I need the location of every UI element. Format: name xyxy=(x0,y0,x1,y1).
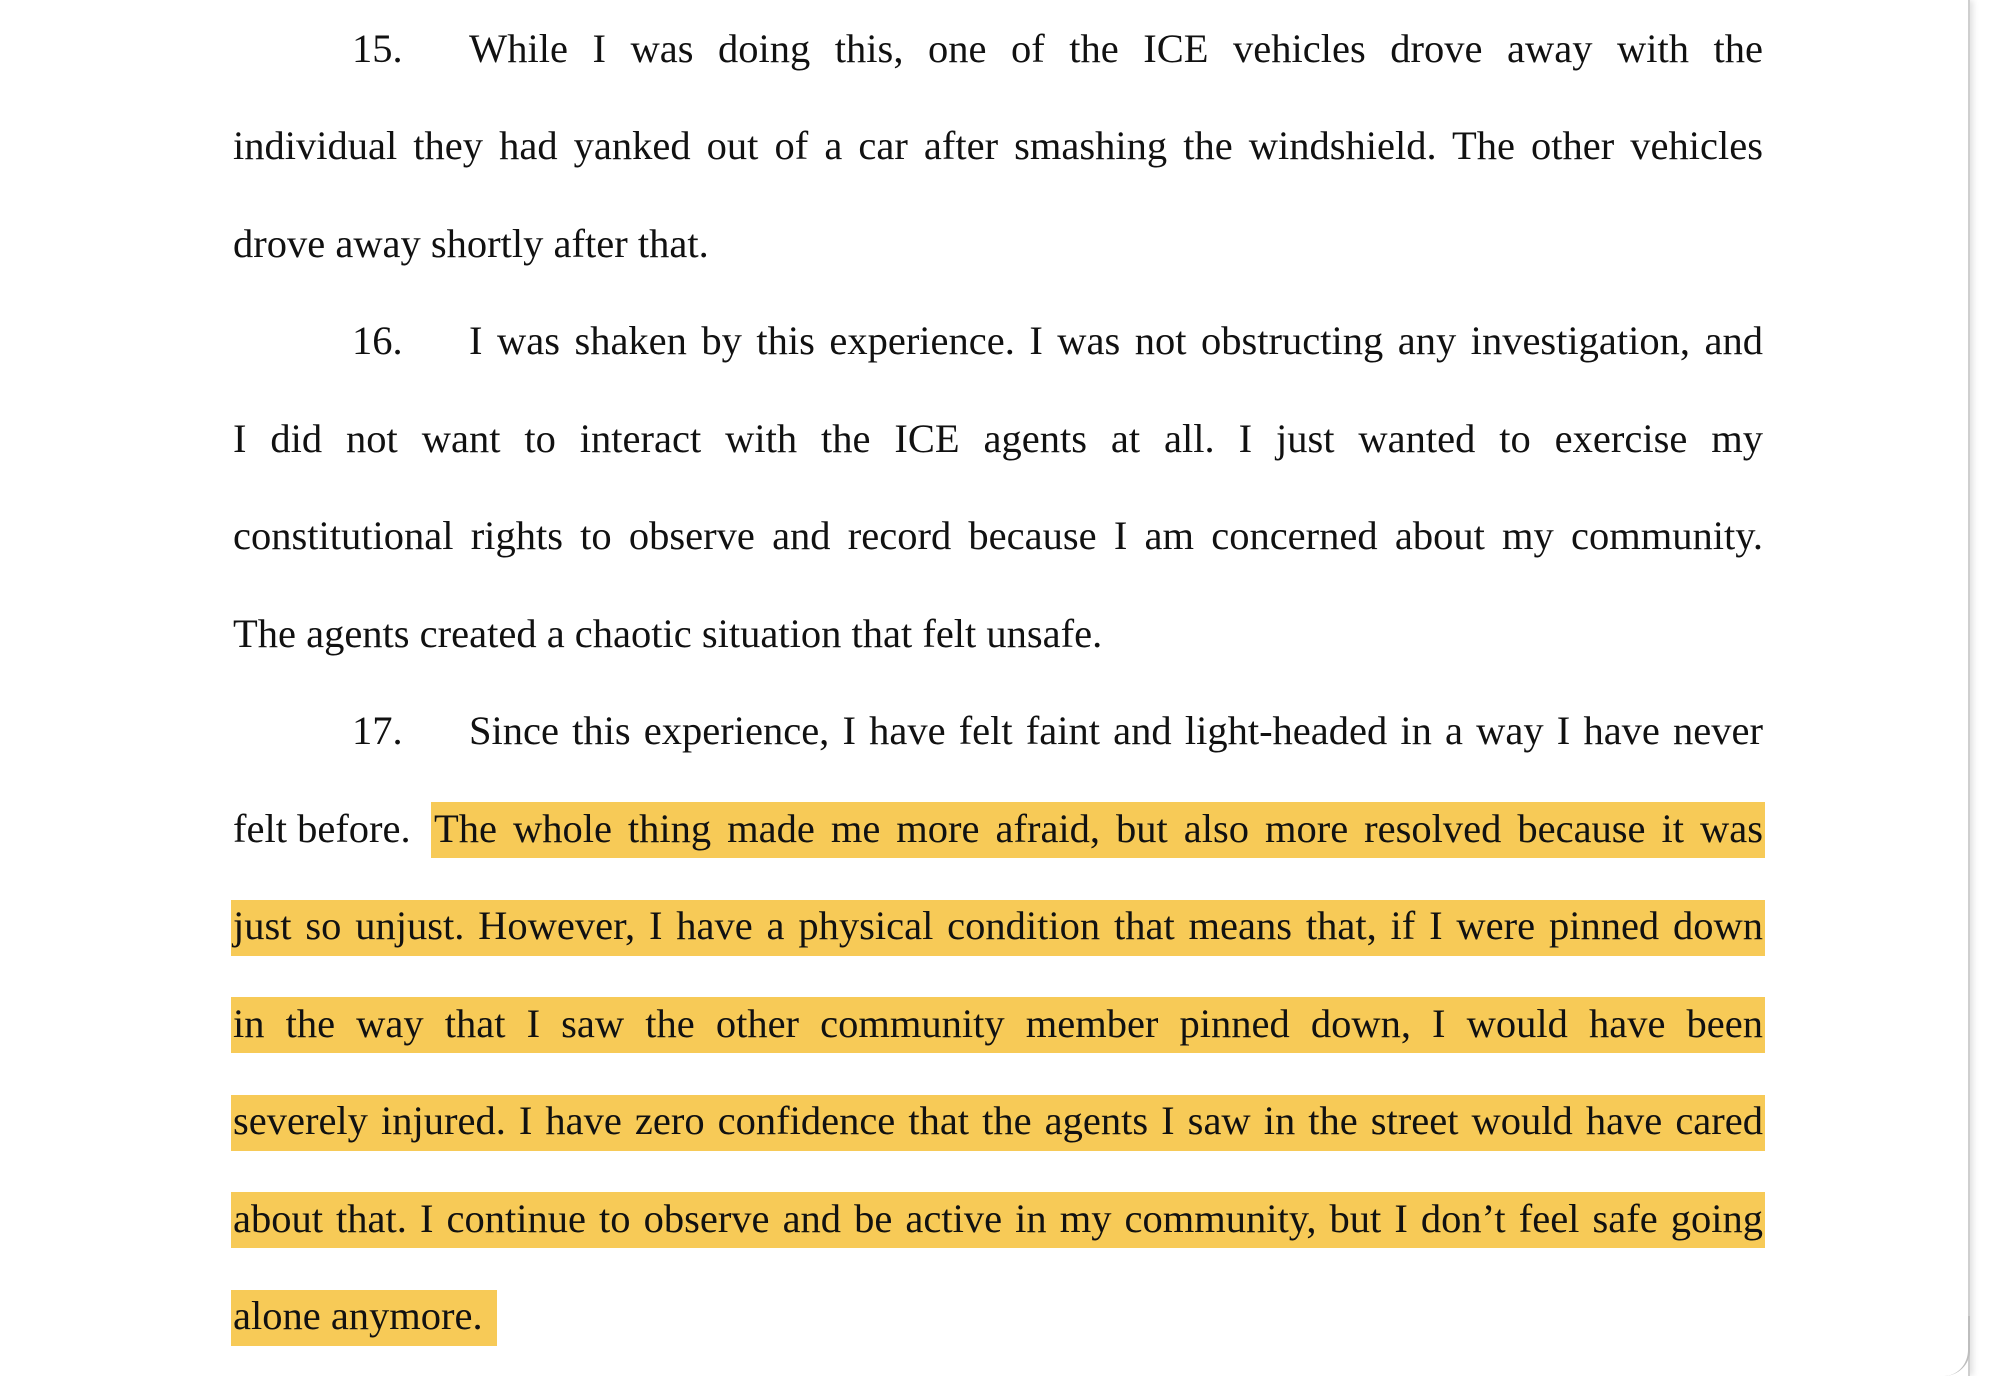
paragraph-15-line-2: individual they had yanked out of a car after smashing the windshield. The other vehicles xyxy=(233,123,1763,168)
paragraph-17-line-1 xyxy=(233,701,1763,761)
paragraph-15-line-3: drove away shortly after that. xyxy=(233,221,709,266)
paragraph-16-line-4: The agents created a chaotic situation that felt unsafe. xyxy=(233,611,1103,656)
paragraph-number: 16. xyxy=(352,318,403,363)
paragraph-text: Since this experience, I have felt faint and light-headed in a way I have never xyxy=(469,708,1763,753)
paragraph-15-line-1 xyxy=(233,19,1763,79)
paragraph-text: felt before. xyxy=(233,806,411,851)
paragraph-16-line-3: constitutional rights to observe and record because I am concerned about my community. xyxy=(233,513,1763,558)
highlighted-text: alone anymore. xyxy=(233,1293,483,1338)
paragraph-number: 15. xyxy=(352,26,403,71)
paragraph-text: I was shaken by this experience. I was not obstructing any investigation, and xyxy=(469,318,1763,363)
highlighted-text: The whole thing made me more afraid, but also more resolved because it was xyxy=(434,806,1763,851)
highlighted-text: about that. I continue to observe and be active in my community, but I don’t feel safe going xyxy=(233,1196,1763,1241)
paragraph-16-line-2: I did not want to interact with the ICE agents at all. I just wanted to exercise my xyxy=(233,416,1763,461)
paragraph-number: 17. xyxy=(352,708,403,753)
paragraph-16-line-1 xyxy=(233,311,1763,371)
paragraph-text: While I was doing this, one of the ICE vehicles drove away with the xyxy=(469,26,1763,71)
highlighted-text: severely injured. I have zero confidence that the agents I saw in the street would have cared xyxy=(233,1098,1763,1143)
highlighted-text: just so unjust. However, I have a physical condition that means that, if I were pinned down xyxy=(233,903,1763,948)
page-edge xyxy=(1942,1316,1970,1376)
paragraph-17-line-2 xyxy=(233,799,1763,859)
highlighted-text: in the way that I saw the other community member pinned down, I would have been xyxy=(233,1001,1763,1046)
